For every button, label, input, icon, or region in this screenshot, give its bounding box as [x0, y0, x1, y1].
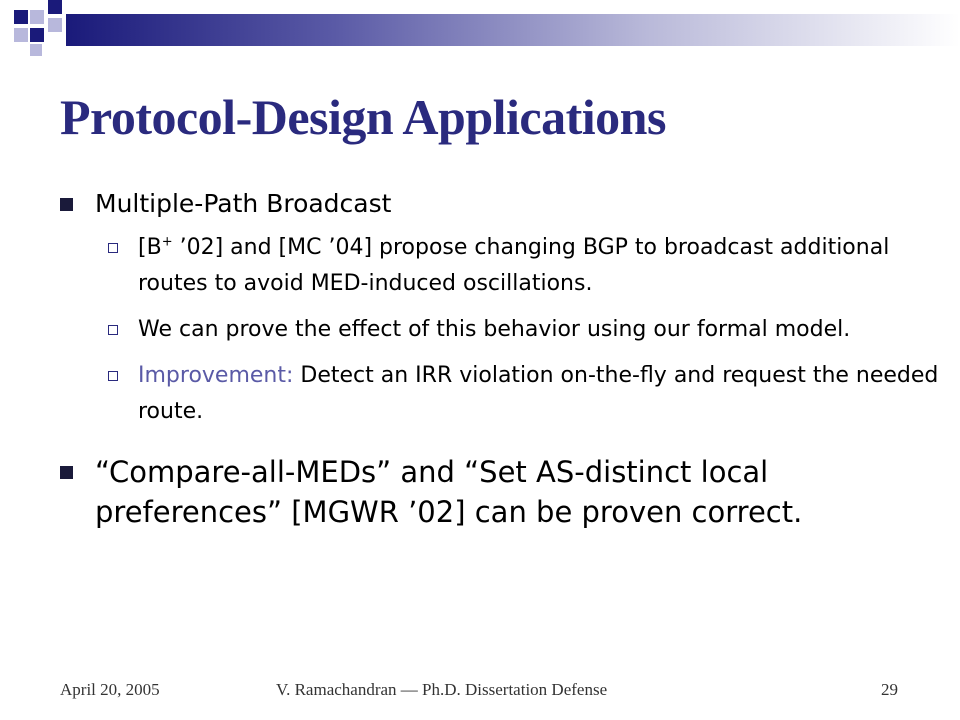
- slide-number: 29: [881, 680, 898, 699]
- decor-square: [30, 44, 42, 56]
- bullet-item: [60, 188, 940, 220]
- decor-square: [30, 10, 44, 24]
- citation-superscript: +: [161, 234, 173, 250]
- decor-square: [48, 18, 62, 32]
- slide-title: Protocol-Design Applications: [60, 89, 666, 145]
- bullet-item: [60, 452, 940, 532]
- citation-prefix: [B: [138, 235, 162, 260]
- footer-date: April 20, 2005: [60, 680, 160, 699]
- sub-bullet-body: Detect an IRR violation on-the-fly and request the needed route.: [138, 363, 939, 424]
- square-bullet-icon: [60, 466, 73, 479]
- square-bullet-icon: [60, 198, 73, 211]
- sub-bullet-item: [60, 312, 940, 348]
- footer-presenter: V. Ramachandran — Ph.D. Dissertation Defense: [276, 680, 608, 699]
- slide-body: [60, 188, 940, 532]
- improvement-label: Improvement:: [138, 363, 294, 388]
- decor-square: [14, 10, 28, 24]
- sub-bullet-item: [60, 230, 940, 302]
- sub-bullet-item: [60, 358, 940, 430]
- sub-bullet-text: We can prove the effect of this behavior using our formal model.: [138, 317, 851, 342]
- hollow-square-bullet-icon: [108, 371, 118, 381]
- header-gradient-bar: [66, 14, 960, 46]
- bullet-text: Multiple-Path Broadcast: [95, 189, 392, 218]
- sub-bullet-text: [138, 235, 889, 296]
- decor-square: [30, 28, 44, 42]
- hollow-square-bullet-icon: [108, 325, 118, 335]
- decor-square: [14, 28, 28, 42]
- bullet-text: “Compare-all-MEDs” and “Set AS-distinct local preferences” [MGWR ’02] can be proven correct.: [95, 455, 803, 529]
- hollow-square-bullet-icon: [108, 243, 118, 253]
- sub-bullet-text: [138, 363, 938, 424]
- sub-bullet-body: ’02] and [MC ’04] propose changing BGP to broadcast additional routes to avoid MED-induced oscillations.: [138, 235, 890, 296]
- decor-square: [48, 0, 62, 14]
